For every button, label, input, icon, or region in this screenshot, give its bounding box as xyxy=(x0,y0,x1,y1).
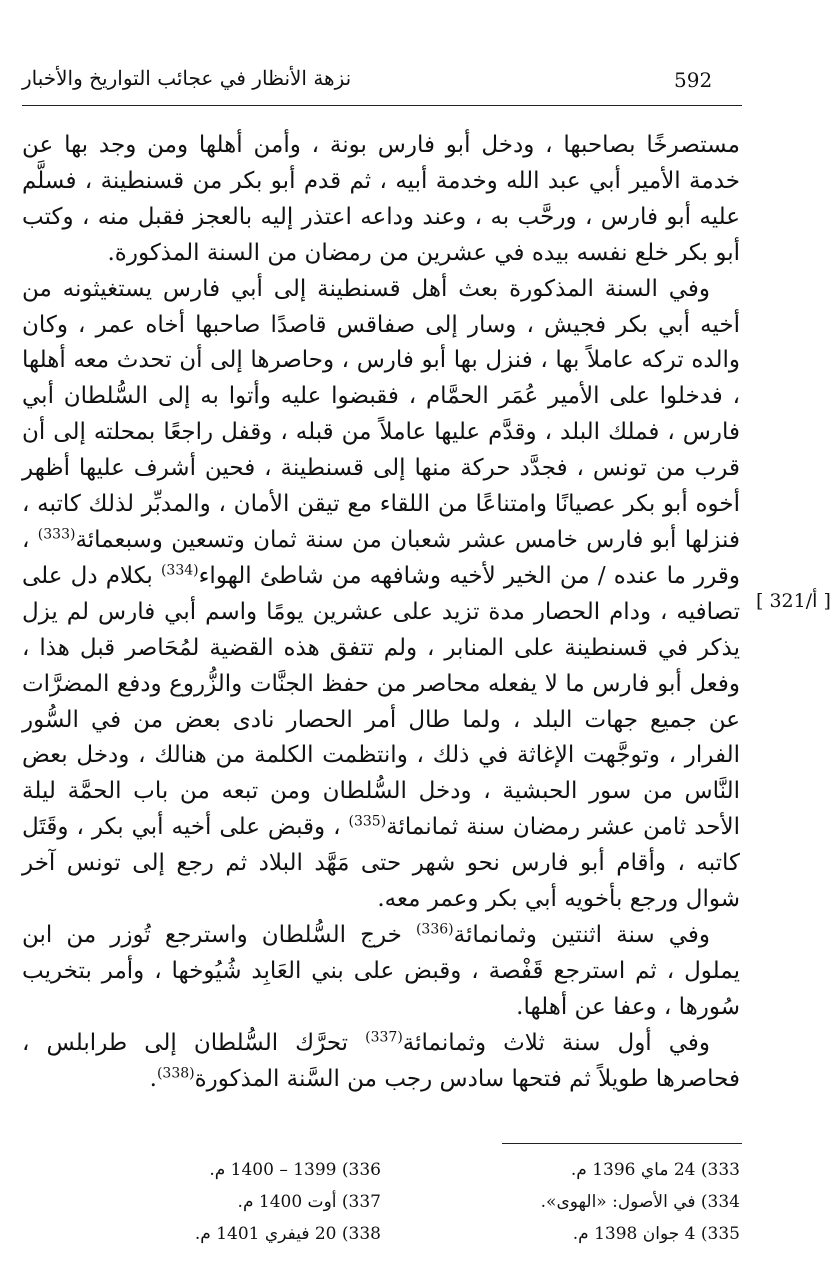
footnote-ref-337: (337) xyxy=(365,1029,403,1045)
page-number: 592 xyxy=(674,68,713,92)
paragraph-4-part-c: . xyxy=(149,1065,157,1092)
paragraph-3-part-b: خرج السُّلطان واسترجع تُوزر من ابن يملول ، ثم استرجع قَفْصة ، وقبض على بني العَابِد شُيُوخها ، وأمر بتخريب سُورها ، وعفا عن أهلها. xyxy=(22,921,740,1020)
paragraph-3 xyxy=(22,918,740,1026)
footnote-336: 336) 1399 – 1400 م. xyxy=(209,1160,381,1180)
footnote-row xyxy=(22,1186,740,1218)
footnote-ref-338: (338) xyxy=(156,1064,195,1081)
footnotes xyxy=(22,1154,740,1250)
footnote-ref-335: (335) xyxy=(348,813,387,830)
footnote-ref-333: (333) xyxy=(37,526,76,543)
paragraph-4-part-a: وفي أول سنة ثلاث وثمانمائة xyxy=(402,1029,711,1056)
paragraph-3-part-a: وفي سنة اثنتين وثمانمائة xyxy=(453,921,711,948)
paragraph-2-part-d: ، وقبض على أخيه أبي بكر ، وقَتَل كاتبه ، وأقام أبو فارس نحو شهر حتى مَهَّد البلاد ثم رجع إلى تونس آخر شوال ورجع بأخويه أبي بكر وعمر معه. xyxy=(22,814,740,913)
footnote-333: 333) 24 ماي 1396 م. xyxy=(570,1160,740,1180)
footnote-divider xyxy=(502,1143,742,1144)
footnote-338: 338) 20 فيفري 1401 م. xyxy=(194,1224,381,1244)
book-title: نزهة الأنظار في عجائب التواريخ والأخبار xyxy=(22,66,352,90)
footnote-row xyxy=(22,1154,740,1186)
footnote-335: 335) 4 جوان 1398 م. xyxy=(572,1224,740,1244)
footnote-334: 334) في الأصول: «الهوى». xyxy=(540,1192,740,1212)
footnote-row xyxy=(22,1218,740,1250)
footnote-ref-336: (336) xyxy=(415,921,454,938)
paragraph-4-part-b: تحرَّك السُّلطان إلى طرابلس ، فحاصرها طويلاً ثم فتحها سادس رجب من السَّنة المذكورة xyxy=(22,1029,740,1092)
paragraph-1: مستصرخًا بصاحبها ، ودخل أبو فارس بونة ، وأمن أهلها ومن وجد بها عن خدمة الأمير أبي عبد الله وخدمة أبيه ، ثم قدم أبو بكر من قسنطينة ، فسلَّم عليه أبو فارس ، ورحَّب به ، وعند وداعه اعتذر إليه بالعجز فقبل منه ، وكتب أبو بكر خلع نفسه بيده في عشرين من رمضان من السنة المذكورة. xyxy=(22,132,740,266)
footnote-ref-334: (334) xyxy=(160,562,199,579)
paragraph-2 xyxy=(22,272,740,918)
paragraph-2-part-c: بكلام دل على تصافيه ، ودام الحصار مدة تزيد على عشرين يومًا واسم أبي فارس لم يزل يذكر في قسنطينة على المنابر ، ولم تتفق هذه القضية لمُحَاصر قبل هذا ، وفعل أبو فارس ما لا يفعله محاصر من حفظ الجنَّات والزُّروع ودفع المضرَّات عن جميع جهات البلد ، ولما طال أمر الحصار نادى بعض من في السُّور الفرار ، وتوجَّهت الإغاثة في ذلك ، وانتظمت الكلمة من هنالك ، ودخل بعض النَّاس من سور الحبشية ، ودخل السُّلطان ومن تبعه من باب الحمَّة ليلة الأحد ثامن عشر رمضان سنة ثمانمائة xyxy=(22,562,741,841)
paragraph-2-part-a: وفي السنة المذكورة بعث أهل قسنطينة إلى أبي فارس يستغيثونه من أخيه أبي بكر فجيش ، وسار إلى صفاقس قاصدًا صاحبها أخاه عمر ، وكان والده تركه عاملاً بها ، فنزل بها أبو فارس ، وحاصرها إلى أن تحدث معه أهلها ، فدخلوا على الأمير عُمَر الحمَّام ، فقبضوا عليه وأتوا به إلى السُّلطان أبي فارس ، فملك البلد ، وقدَّم عليها عاملاً من قبله ، وقفل راجعًا بمحلته إلى أن قرب من تونس ، فجدَّد حركة منها إلى قسنطينة ، فحين أشرف عليها أظهر أخوه أبو بكر عصيانًا وامتناعًا من اللقاء مع تيقن الأمان ، والمدبِّر لذلك كاتبه ، فنزلها أبو فارس خامس عشر شعبان من سنة ثمان وتسعين وسبعمائة xyxy=(22,275,740,553)
manuscript-folio-marker: [ 321/أ ] xyxy=(756,590,831,612)
paragraph-4 xyxy=(22,1026,740,1098)
header-divider xyxy=(22,105,742,106)
footnote-337: 337) أوت 1400 م. xyxy=(237,1192,381,1212)
main-text xyxy=(22,128,740,1097)
paragraph-2-part-b: ، وقرر ما عنده / من الخير لأخيه وشافهه من شاطئ الهواء xyxy=(22,526,740,589)
running-header xyxy=(22,62,742,102)
